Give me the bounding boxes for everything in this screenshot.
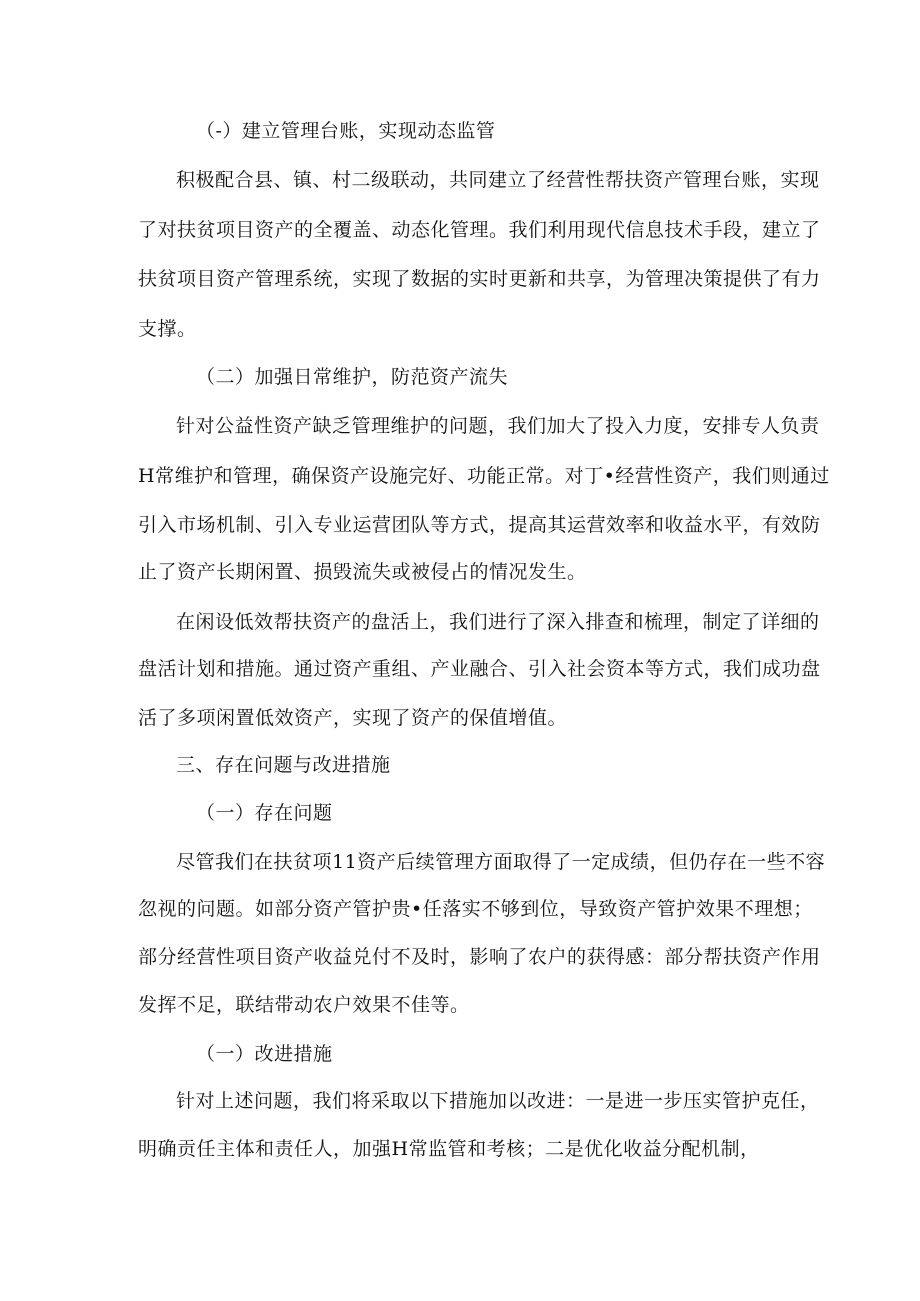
paragraph-line: 在闲设低效帮扶资产的盘活上，我们进行了深入排查和梳理，制定了详细的 — [176, 611, 820, 633]
paragraph-line: 了对扶贫项目资产的全覆盖、动态化管理。我们利用现代信息技术手段，建立了 — [138, 219, 821, 241]
paragraph-line: 盘活计划和措施。通过资产重组、产业融合、引入社会资本等方式，我们成功盘 — [138, 658, 821, 680]
paragraph-line: 止了资产长期闲置、损毁流失或被侵占的情况发生。 — [138, 561, 587, 583]
paragraph-line: 扶贫项目资产管理系统，实现了数据的实时更新和共享，为管理决策提供了有力 — [138, 268, 821, 290]
paragraph-line: 针对上述问题，我们将采取以下措施加以改进：一是进一步压实管护克任， — [176, 1090, 820, 1112]
paragraph-line: 引入市场机制、引入专业运营团队等方式，提高其运营效率和收益水平，有效防 — [138, 514, 821, 536]
paragraph-line: 忽视的问题。如部分资产管护贵•任落实不够到位，导致资产管护效果不理想； — [138, 898, 813, 920]
section-heading: （二）加强日常维护，防范资产流失 — [196, 366, 509, 388]
paragraph-line: 发挥不足，联结带动农户效果不佳等。 — [138, 994, 470, 1016]
paragraph-line: H常维护和管理，确保资产设施完好、功能正常。对丁•经营性资产，我们则通过 — [138, 465, 830, 487]
section-heading: （一）存在问题 — [196, 802, 333, 824]
section-heading: （-）建立管理台账，实现动态监管 — [196, 120, 496, 142]
paragraph-line: 尽管我们在扶贫项11资产后续管理方面取得了一定成绩，但仍存在一些不容 — [176, 851, 826, 873]
chapter-heading: 三、存在问题与改进措施 — [176, 754, 391, 776]
paragraph-line: 积极配合县、镇、村二级联动，共同建立了经营性帮扶资产管理台账，实现 — [176, 169, 820, 191]
paragraph-line: 针对公益性资产缺乏管理维护的问题，我们加大了投入力度，安排专人负责 — [176, 415, 820, 437]
paragraph-line: 活了多项闲置低效资产，实现了资产的保值增值。 — [138, 707, 568, 729]
paragraph-line: 支撑。 — [138, 318, 197, 340]
paragraph-line: 明确贡任主体和责任人，加强H常监管和考核；二是优化收益分配机制， — [138, 1138, 760, 1160]
paragraph-line: 部分经营性项目资产收益兑付不及时，影响了农户的获得感：部分帮扶资产作用 — [138, 946, 821, 968]
section-heading: （一）改进措施 — [196, 1043, 333, 1065]
